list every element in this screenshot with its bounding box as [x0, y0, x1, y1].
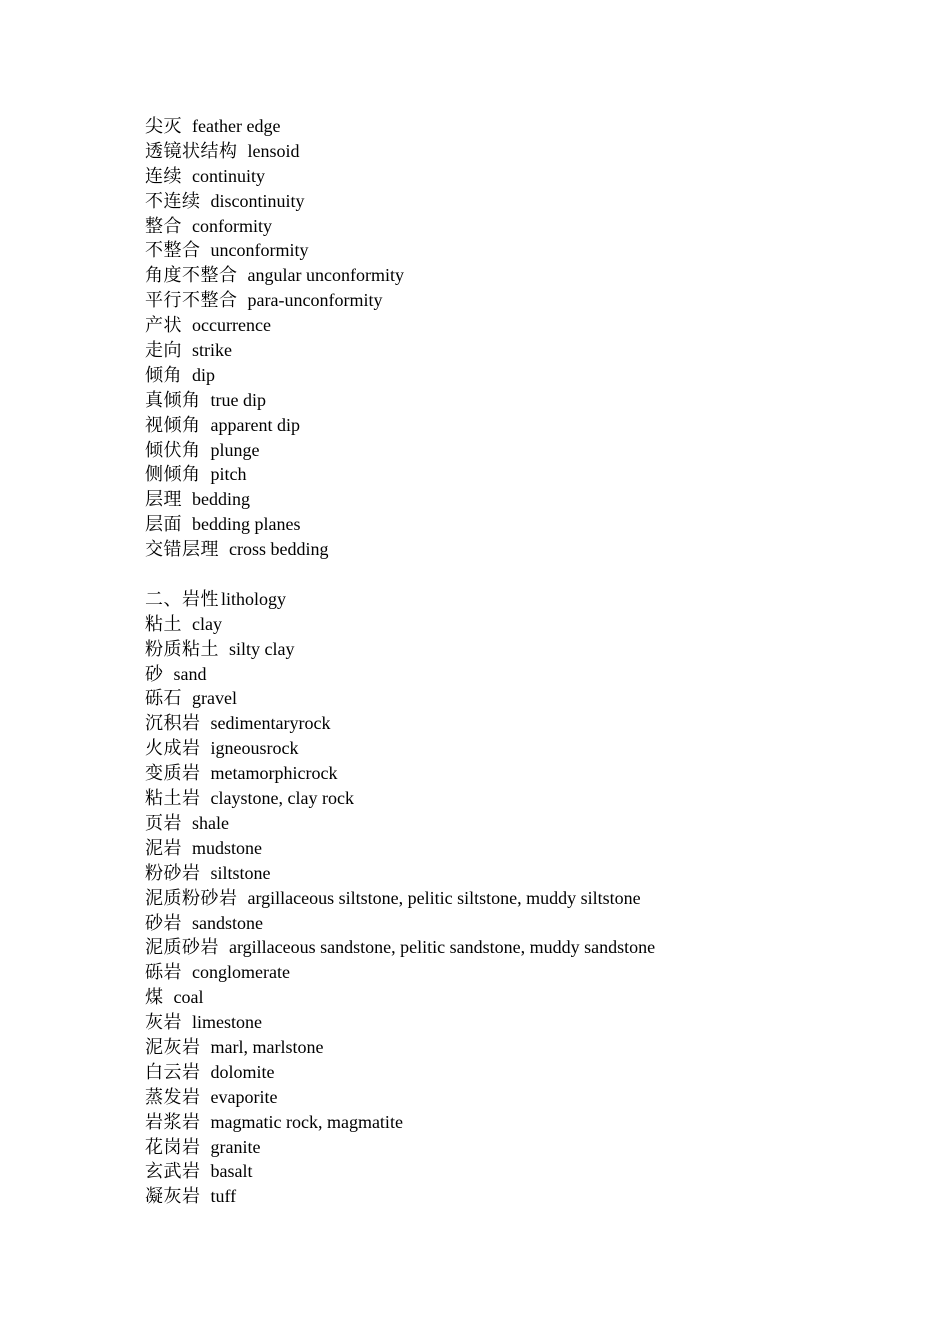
term-entry — [145, 313, 845, 338]
term-chinese: 产状 — [145, 315, 182, 336]
term-entry — [145, 886, 845, 911]
term-chinese: 玄武岩 — [145, 1161, 201, 1182]
term-english: gravel — [192, 688, 237, 709]
term-english: silty clay — [229, 638, 295, 659]
term-entry — [145, 1159, 845, 1184]
term-entry — [145, 288, 845, 313]
term-english: cross bedding — [229, 539, 329, 560]
glossary-content — [145, 114, 845, 1209]
term-entry — [145, 1010, 845, 1035]
term-entry — [145, 238, 845, 263]
term-chinese: 泥岩 — [145, 837, 182, 858]
term-entry — [145, 1110, 845, 1135]
term-chinese: 凝灰岩 — [145, 1186, 201, 1207]
term-entry — [145, 711, 845, 736]
term-entry — [145, 612, 845, 637]
term-entry — [145, 164, 845, 189]
term-entry — [145, 1135, 845, 1160]
term-entry — [145, 388, 845, 413]
term-entry — [145, 462, 845, 487]
term-chinese: 煤 — [145, 987, 164, 1008]
term-entry — [145, 1085, 845, 1110]
term-entry — [145, 1184, 845, 1209]
term-english: plunge — [210, 439, 260, 460]
term-english: coal — [173, 987, 204, 1008]
term-english: continuity — [192, 165, 265, 186]
term-chinese: 倾角 — [145, 364, 182, 385]
structure-term-list — [145, 114, 845, 562]
term-chinese: 层面 — [145, 514, 182, 535]
term-english: evaporite — [210, 1086, 278, 1107]
term-english: lensoid — [247, 140, 300, 161]
term-english: argillaceous sandstone, pelitic sandstone, muddy sandstone — [229, 937, 656, 958]
term-english: clay — [192, 613, 222, 634]
term-chinese: 变质岩 — [145, 763, 201, 784]
term-chinese: 连续 — [145, 165, 182, 186]
term-entry — [145, 836, 845, 861]
term-chinese: 不整合 — [145, 240, 201, 261]
term-chinese: 沉积岩 — [145, 713, 201, 734]
term-entry — [145, 263, 845, 288]
term-chinese: 砾石 — [145, 688, 182, 709]
section-heading — [145, 587, 845, 612]
term-english: apparent dip — [210, 414, 300, 435]
term-english: claystone, clay rock — [210, 788, 354, 809]
term-entry — [145, 861, 845, 886]
term-entry — [145, 338, 845, 363]
term-entry — [145, 363, 845, 388]
term-english: feather edge — [192, 116, 281, 136]
term-chinese: 泥质砂岩 — [145, 937, 219, 958]
term-entry — [145, 811, 845, 836]
term-english: true dip — [210, 389, 266, 410]
term-english: limestone — [192, 1012, 262, 1033]
term-english: argillaceous siltstone, pelitic siltstone, muddy siltstone — [247, 887, 641, 908]
term-english: sedimentaryrock — [210, 713, 331, 734]
heading-english: lithology — [221, 588, 287, 609]
term-chinese: 不连续 — [145, 190, 201, 211]
term-english: siltstone — [210, 862, 271, 883]
term-chinese: 粉质粘土 — [145, 638, 219, 659]
term-chinese: 火成岩 — [145, 738, 201, 759]
term-entry — [145, 637, 845, 662]
term-entry — [145, 1035, 845, 1060]
term-english: dip — [192, 364, 216, 385]
term-english: unconformity — [210, 240, 309, 261]
section-spacer — [145, 562, 845, 587]
term-chinese: 白云岩 — [145, 1061, 201, 1082]
term-entry — [145, 1060, 845, 1085]
term-english: discontinuity — [210, 190, 305, 211]
term-english: para-unconformity — [247, 290, 383, 311]
term-chinese: 花岗岩 — [145, 1136, 201, 1157]
term-english: dolomite — [210, 1061, 275, 1082]
term-chinese: 粘土 — [145, 613, 182, 634]
term-chinese: 页岩 — [145, 812, 182, 833]
term-english: igneousrock — [210, 738, 299, 759]
term-chinese: 砾岩 — [145, 962, 182, 983]
term-chinese: 砂岩 — [145, 912, 182, 933]
term-english: shale — [192, 812, 229, 833]
term-english: occurrence — [192, 315, 271, 336]
heading-chinese: 二、岩性 — [145, 588, 219, 609]
term-english: conformity — [192, 215, 272, 236]
term-entry — [145, 487, 845, 512]
term-chinese: 粉砂岩 — [145, 862, 201, 883]
term-english: angular unconformity — [247, 265, 404, 286]
term-chinese: 灰岩 — [145, 1012, 182, 1033]
term-chinese: 角度不整合 — [145, 265, 238, 286]
term-chinese: 粘土岩 — [145, 788, 201, 809]
term-entry — [145, 985, 845, 1010]
lithology-term-list — [145, 612, 845, 1209]
term-entry — [145, 512, 845, 537]
term-entry — [145, 537, 845, 562]
term-chinese: 泥质粉砂岩 — [145, 887, 238, 908]
term-english: magmatic rock, magmatite — [210, 1111, 403, 1132]
term-english: tuff — [210, 1186, 237, 1207]
term-entry — [145, 960, 845, 985]
term-chinese: 蒸发岩 — [145, 1086, 201, 1107]
term-chinese: 视倾角 — [145, 414, 201, 435]
term-english: marl, marlstone — [210, 1036, 324, 1057]
term-chinese: 岩浆岩 — [145, 1111, 201, 1132]
term-entry — [145, 114, 845, 139]
term-chinese: 真倾角 — [145, 389, 201, 410]
term-entry — [145, 761, 845, 786]
term-chinese: 整合 — [145, 215, 182, 236]
term-english: bedding — [192, 489, 250, 510]
term-entry — [145, 139, 845, 164]
term-chinese: 透镜状结构 — [145, 140, 238, 161]
term-english: mudstone — [192, 837, 262, 858]
term-english: sandstone — [192, 912, 263, 933]
term-entry — [145, 911, 845, 936]
term-entry — [145, 413, 845, 438]
term-entry — [145, 736, 845, 761]
term-chinese: 尖灭 — [145, 116, 182, 136]
term-chinese: 平行不整合 — [145, 290, 238, 311]
term-english: basalt — [210, 1161, 253, 1182]
term-chinese: 倾伏角 — [145, 439, 201, 460]
term-entry — [145, 786, 845, 811]
term-entry — [145, 189, 845, 214]
term-english: strike — [192, 340, 232, 361]
term-english: pitch — [210, 464, 247, 485]
term-chinese: 泥灰岩 — [145, 1036, 201, 1057]
term-entry — [145, 686, 845, 711]
term-chinese: 砂 — [145, 663, 164, 684]
term-chinese: 交错层理 — [145, 539, 219, 560]
term-english: granite — [210, 1136, 261, 1157]
term-chinese: 侧倾角 — [145, 464, 201, 485]
term-entry — [145, 214, 845, 239]
term-entry — [145, 935, 845, 960]
term-chinese: 走向 — [145, 340, 182, 361]
term-english: sand — [173, 663, 207, 684]
term-entry — [145, 662, 845, 687]
term-english: conglomerate — [192, 962, 290, 983]
term-entry — [145, 438, 845, 463]
term-english: metamorphicrock — [210, 763, 338, 784]
term-english: bedding planes — [192, 514, 301, 535]
term-chinese: 层理 — [145, 489, 182, 510]
